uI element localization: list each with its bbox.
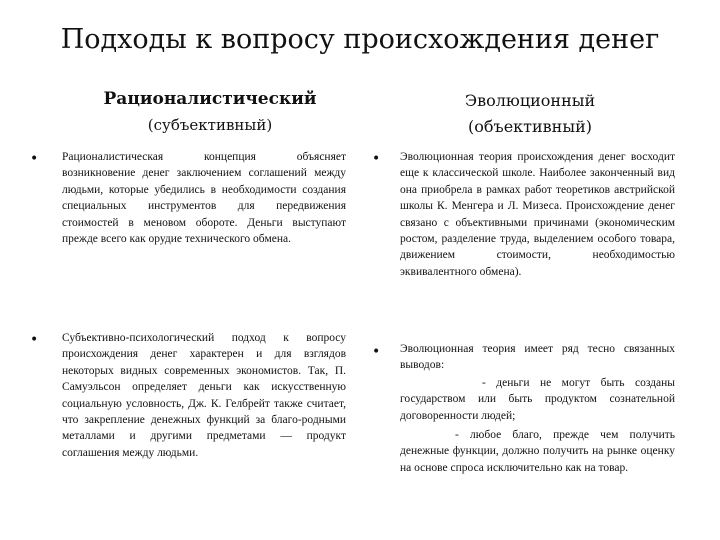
bullet-icon: • xyxy=(30,332,39,348)
right-subpoint-2: - любое благо, прежде чем получить денежные функции, должно получить на рынке оценку на основе спроса исключительно как на товар. xyxy=(400,429,675,474)
bullet-icon: • xyxy=(372,344,381,360)
right-paragraph-2-lead: Эволюционная теория имеет ряд тесно связанных выводов: xyxy=(400,343,675,372)
right-heading-title: Эволюционный xyxy=(464,91,596,110)
left-heading-subtitle: (субъективный) xyxy=(147,116,273,134)
right-paragraph-1: Эволюционная теория происхождения денег восходит еще к классической школе. Наиболее законченный вид она приобрела в рамках работ теоретиков австрийской школы К. Менгера и Л. Мизеса. Происхождение денег связано с объективными причинами (экономическим ростом, разделение труда, выделением особого товара, движением стоимости, необходимостью эквивалентного обмена). xyxy=(400,151,675,278)
left-paragraph-2: Субъективно-психологический подход к вопросу происхождения денег характерен и для взглядов некоторых видных современных экономистов. Так, П. Самуэльсон определяет деньги как искусственную социальную условность, Дж. К. Гелбрейт также считает, что закрепление денежных функций за благо-родными металлами и другими предметами — продукт соглашения между людьми. xyxy=(62,332,346,459)
bullet-icon: • xyxy=(30,151,39,167)
right-column-heading xyxy=(385,88,675,140)
bullet-icon: • xyxy=(372,151,381,167)
right-paragraph-2 xyxy=(400,341,675,476)
right-subpoint-1: - деньги не могут быть созданы государством или быть продуктом сознательной договоренности людей; xyxy=(400,376,675,422)
left-paragraph-1: Рационалистическая концепция объясняет возникновение денег заключением соглашений между людьми, которые убедились в необходимости создания специальных инструментов для передвижения стоимостей в меновом обороте. Деньги выступают прежде всего как орудие технического обмена. xyxy=(62,151,346,246)
left-column-heading xyxy=(60,86,360,138)
left-heading-title: Рационалистический xyxy=(103,89,317,109)
right-heading-subtitle: (объективный) xyxy=(468,117,592,136)
slide-title: Подходы к вопросу происхождения денег xyxy=(60,24,660,55)
